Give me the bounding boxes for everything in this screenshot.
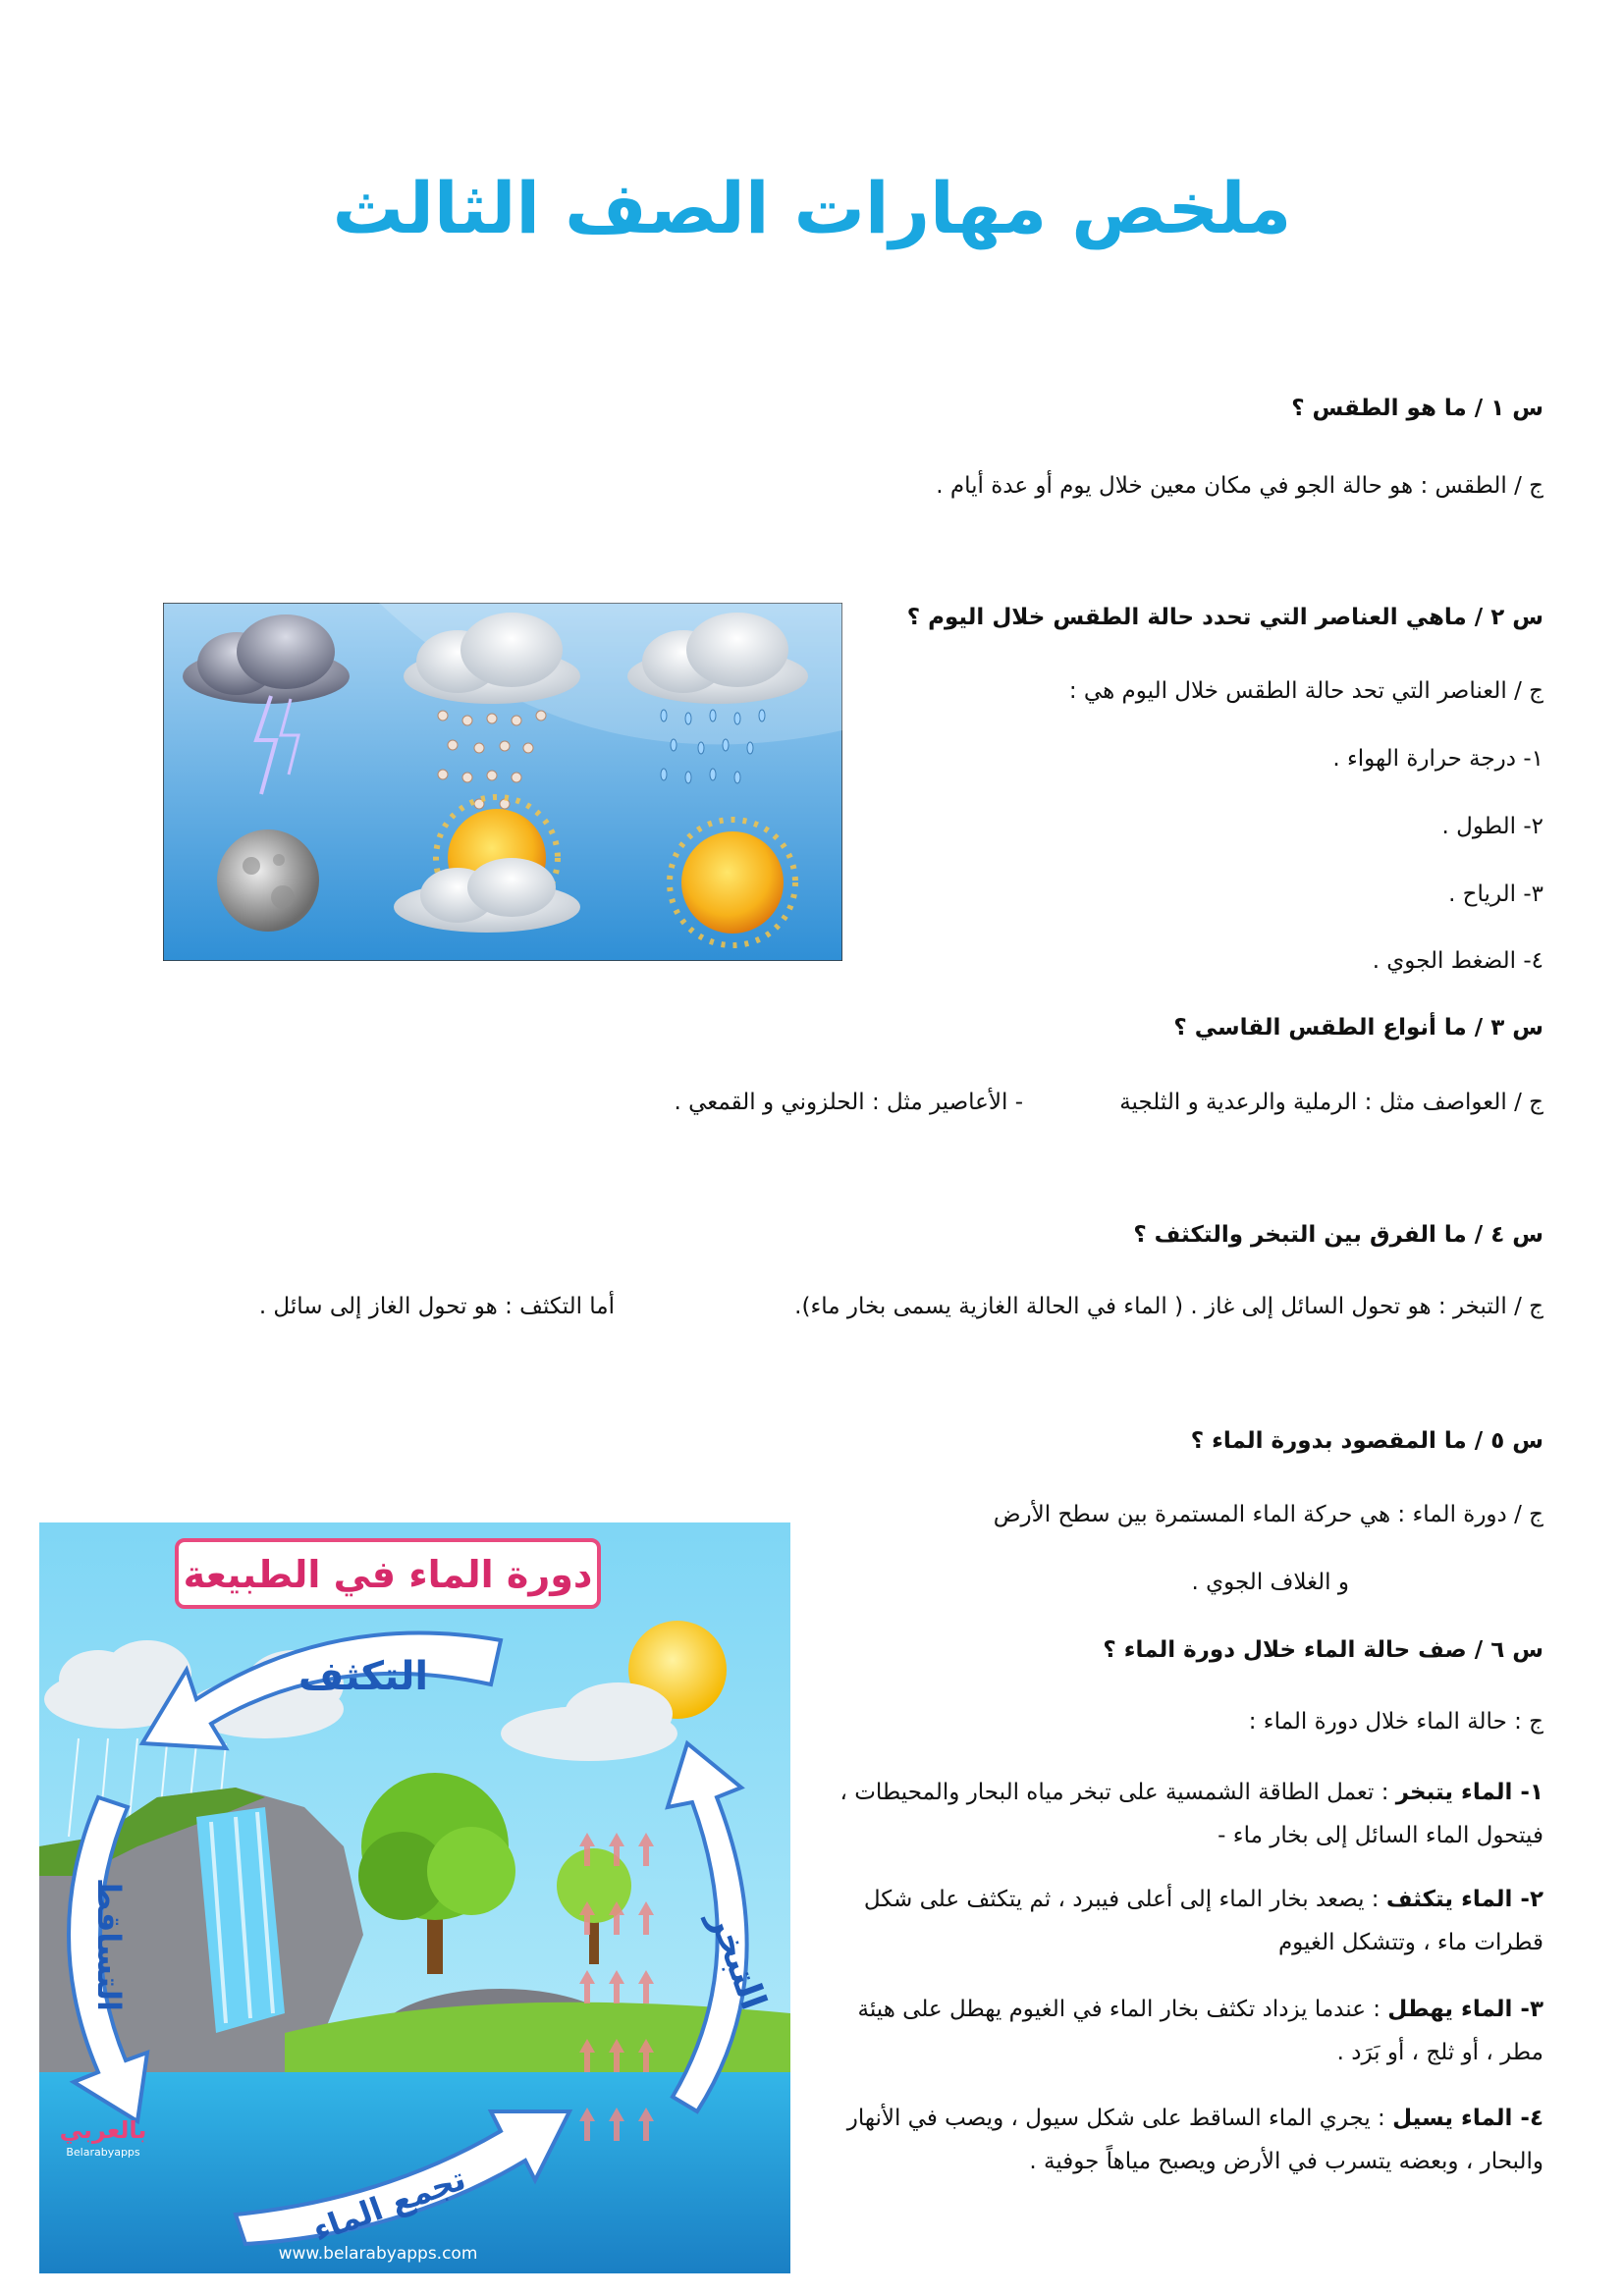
water-cycle-title: دورة الماء في الطبيعة: [183, 1553, 593, 1596]
answer-6-item: [822, 1988, 1543, 2074]
question-3: س ٣ / ما أنواع الطقس القاسي ؟: [1173, 1015, 1543, 1041]
answer-6-item-text: : عندما يزداد تكثف بخار الماء في الغيوم يهطل على هيئة مطر ، أو ثلج ، أو بَرَد .: [857, 1997, 1543, 2065]
moon-icon: [217, 829, 319, 932]
answer-2-item: ٣- الرياح .: [1448, 881, 1543, 907]
answer-6-item-text: : يصعد بخار الماء إلى أعلى فيبرد ، ثم يتكثف على شكل قطرات ماء ، وتتشكل الغيوم: [863, 1887, 1543, 1955]
question-1: س ١ / ما هو الطقس ؟: [1291, 396, 1543, 421]
collection-label: تجمع الماء: [307, 2160, 471, 2250]
website-url: www.belarabyapps.com: [278, 2244, 478, 2264]
condensation-label: التكثف: [298, 1654, 429, 1699]
answer-6-item-text: : يجري الماء الساقط على شكل سيول ، ويصب في الأنهار والبحار ، وبعضه يتسرب في الأرض ويصبح مياهاً جوفية .: [846, 2106, 1543, 2174]
question-5: س ٥ / ما المقصود بدورة الماء ؟: [1190, 1428, 1543, 1454]
weather-icons-image: [163, 603, 842, 961]
question-2: س ٢ / ماهي العناصر التي تحدد حالة الطقس خلال اليوم ؟: [906, 605, 1543, 630]
question-4: س ٤ / ما الفرق بين التبخر والتكثف ؟: [1133, 1222, 1543, 1248]
answer-6-item-head: ٢- الماء يتكثف: [1385, 1887, 1543, 1912]
answer-5-line2: و الغلاف الجوي .: [1191, 1570, 1349, 1595]
brand-logo-sub: Belarabyapps: [66, 2146, 140, 2159]
answer-6: ج : حالة الماء خلال دورة الماء :: [1248, 1709, 1543, 1735]
answer-2: ج / العناصر التي تحد حالة الطقس خلال اليوم هي :: [1068, 678, 1543, 704]
answer-4-condensation: أما التكثف : هو تحول الغاز إلى سائل .: [258, 1294, 615, 1319]
answer-6-item-text: : تعمل الطاقة الشمسية على تبخر مياه البحار والمحيطات ، فيتحول الماء السائل إلى بخار ماء -: [839, 1780, 1543, 1848]
question-6: س ٦ / صف حالة الماء خلال دورة الماء ؟: [1103, 1637, 1543, 1663]
answer-6-item: [822, 1878, 1543, 1964]
answer-6-item: [822, 1771, 1543, 1857]
answer-3-storms: ج / العواصف مثل : الرملية والرعدية و الثلجية: [1119, 1090, 1543, 1115]
answer-6-item-head: ١- الماء يتبخر: [1395, 1780, 1543, 1805]
precipitation-label: التساقط: [90, 1878, 128, 2011]
answer-6-item-head: ٤- الماء يسيل: [1392, 2106, 1543, 2131]
answer-3-tornadoes: - الأعاصير مثل : الحلزوني و القمعي .: [674, 1090, 1023, 1115]
answer-4-evaporation: ج / التبخر : هو تحول السائل إلى غاز . ( الماء في الحالة الغازية يسمى بخار ماء).: [794, 1294, 1543, 1319]
answer-2-item: ٤- الضغط الجوي .: [1372, 948, 1543, 974]
answer-6-item: [822, 2097, 1543, 2183]
answer-1: ج / الطقس : هو حالة الجو في مكان معين خلال يوم أو عدة أيام .: [936, 473, 1543, 499]
answer-2-item: ٢- الطول .: [1441, 814, 1543, 839]
answer-6-item-head: ٣- الماء يهطل: [1387, 1997, 1543, 2022]
answer-5-line1: ج / دورة الماء : هي حركة الماء المستمرة بين سطح الأرض: [993, 1502, 1543, 1527]
brand-logo: بالعربي: [59, 2116, 147, 2144]
water-cycle-image: [39, 1522, 790, 2273]
answer-2-item: ١- درجة حرارة الهواء .: [1332, 746, 1543, 772]
page-title: ملخص مهارات الصف الثالث: [332, 167, 1292, 249]
evaporation-label: التبخر: [700, 1905, 774, 2015]
